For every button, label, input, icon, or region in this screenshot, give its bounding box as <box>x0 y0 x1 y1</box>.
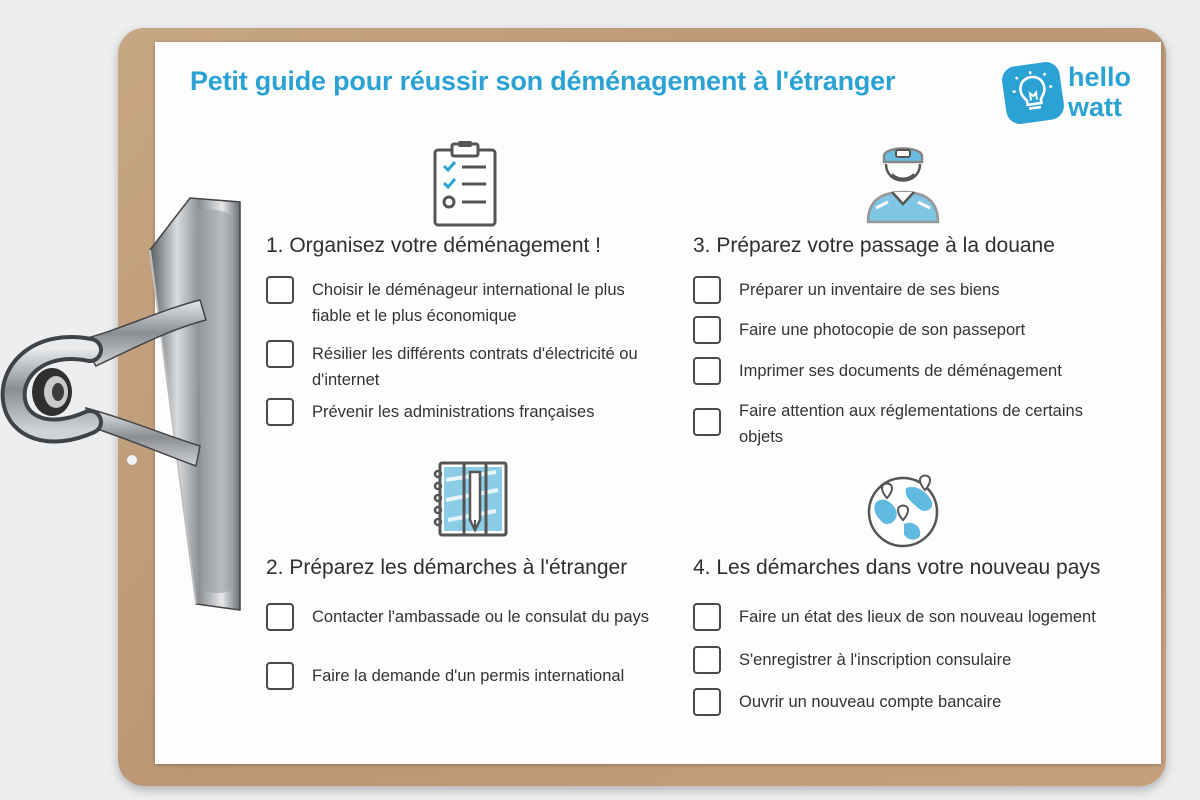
section-2-heading: 2. Préparez les démarches à l'étranger <box>266 556 628 579</box>
hellowatt-logo <box>1004 62 1144 130</box>
item-label: Faire la demande d'un permis international <box>312 667 625 685</box>
checkbox[interactable] <box>266 398 294 426</box>
checkbox[interactable] <box>693 408 721 436</box>
item-label: Faire attention aux réglementations de certains objets <box>739 402 1083 446</box>
checkbox[interactable] <box>693 603 721 631</box>
checklist-item[interactable] <box>266 662 686 690</box>
checkbox[interactable] <box>693 276 721 304</box>
page-title: Petit guide pour réussir son déménagement à l'étranger <box>190 66 896 96</box>
checklist-item[interactable] <box>693 603 1143 631</box>
customs-officer-icon <box>862 138 944 224</box>
checkbox[interactable] <box>266 340 294 368</box>
section-3-heading: 3. Préparez votre passage à la douane <box>693 234 1055 257</box>
checkbox[interactable] <box>693 316 721 344</box>
lightbulb-icon <box>1000 60 1066 126</box>
checklist-item[interactable] <box>266 340 666 393</box>
section-1-heading: 1. Organisez votre déménagement ! <box>266 234 602 257</box>
item-label: Prévenir les administrations françaises <box>312 403 595 421</box>
item-label: Résilier les différents contrats d'électricité ou d'internet <box>312 345 638 389</box>
binder-clip-icon <box>0 190 260 620</box>
item-label: Imprimer ses documents de déménagement <box>739 362 1062 380</box>
checklist-item[interactable] <box>693 276 1133 304</box>
item-label: Ouvrir un nouveau compte bancaire <box>739 693 1002 711</box>
section-4-heading: 4. Les démarches dans votre nouveau pays <box>693 556 1101 579</box>
item-label: Faire un état des lieux de son nouveau logement <box>739 608 1096 626</box>
checklist-item[interactable] <box>266 603 656 631</box>
checklist-item[interactable] <box>266 276 646 329</box>
item-label: Préparer un inventaire de ses biens <box>739 281 1000 299</box>
item-label: Faire une photocopie de son passeport <box>739 321 1026 339</box>
checkbox[interactable] <box>266 662 294 690</box>
globe-pins-icon <box>862 468 944 550</box>
checkbox[interactable] <box>693 357 721 385</box>
checklist-item[interactable] <box>693 404 1093 450</box>
checkbox[interactable] <box>266 276 294 304</box>
checkbox[interactable] <box>693 646 721 674</box>
checklist-item[interactable] <box>266 398 686 426</box>
logo-line-1: hello <box>1068 62 1132 92</box>
logo-wordmark <box>1068 62 1131 122</box>
checkbox[interactable] <box>266 603 294 631</box>
notebook-pen-icon <box>430 460 516 538</box>
checklist-item[interactable] <box>693 357 1133 385</box>
checkbox[interactable] <box>693 688 721 716</box>
checklist-item[interactable] <box>693 316 1133 344</box>
checklist-item[interactable] <box>693 688 1143 716</box>
logo-line-2: watt <box>1068 92 1122 122</box>
checklist-item[interactable] <box>693 646 1143 674</box>
item-label: S'enregistrer à l'inscription consulaire <box>739 651 1012 669</box>
item-label: Choisir le déménageur international le plus fiable et le plus économique <box>312 281 625 325</box>
clipboard-checklist-icon <box>432 140 498 228</box>
item-label: Contacter l'ambassade ou le consulat du pays <box>312 608 650 626</box>
